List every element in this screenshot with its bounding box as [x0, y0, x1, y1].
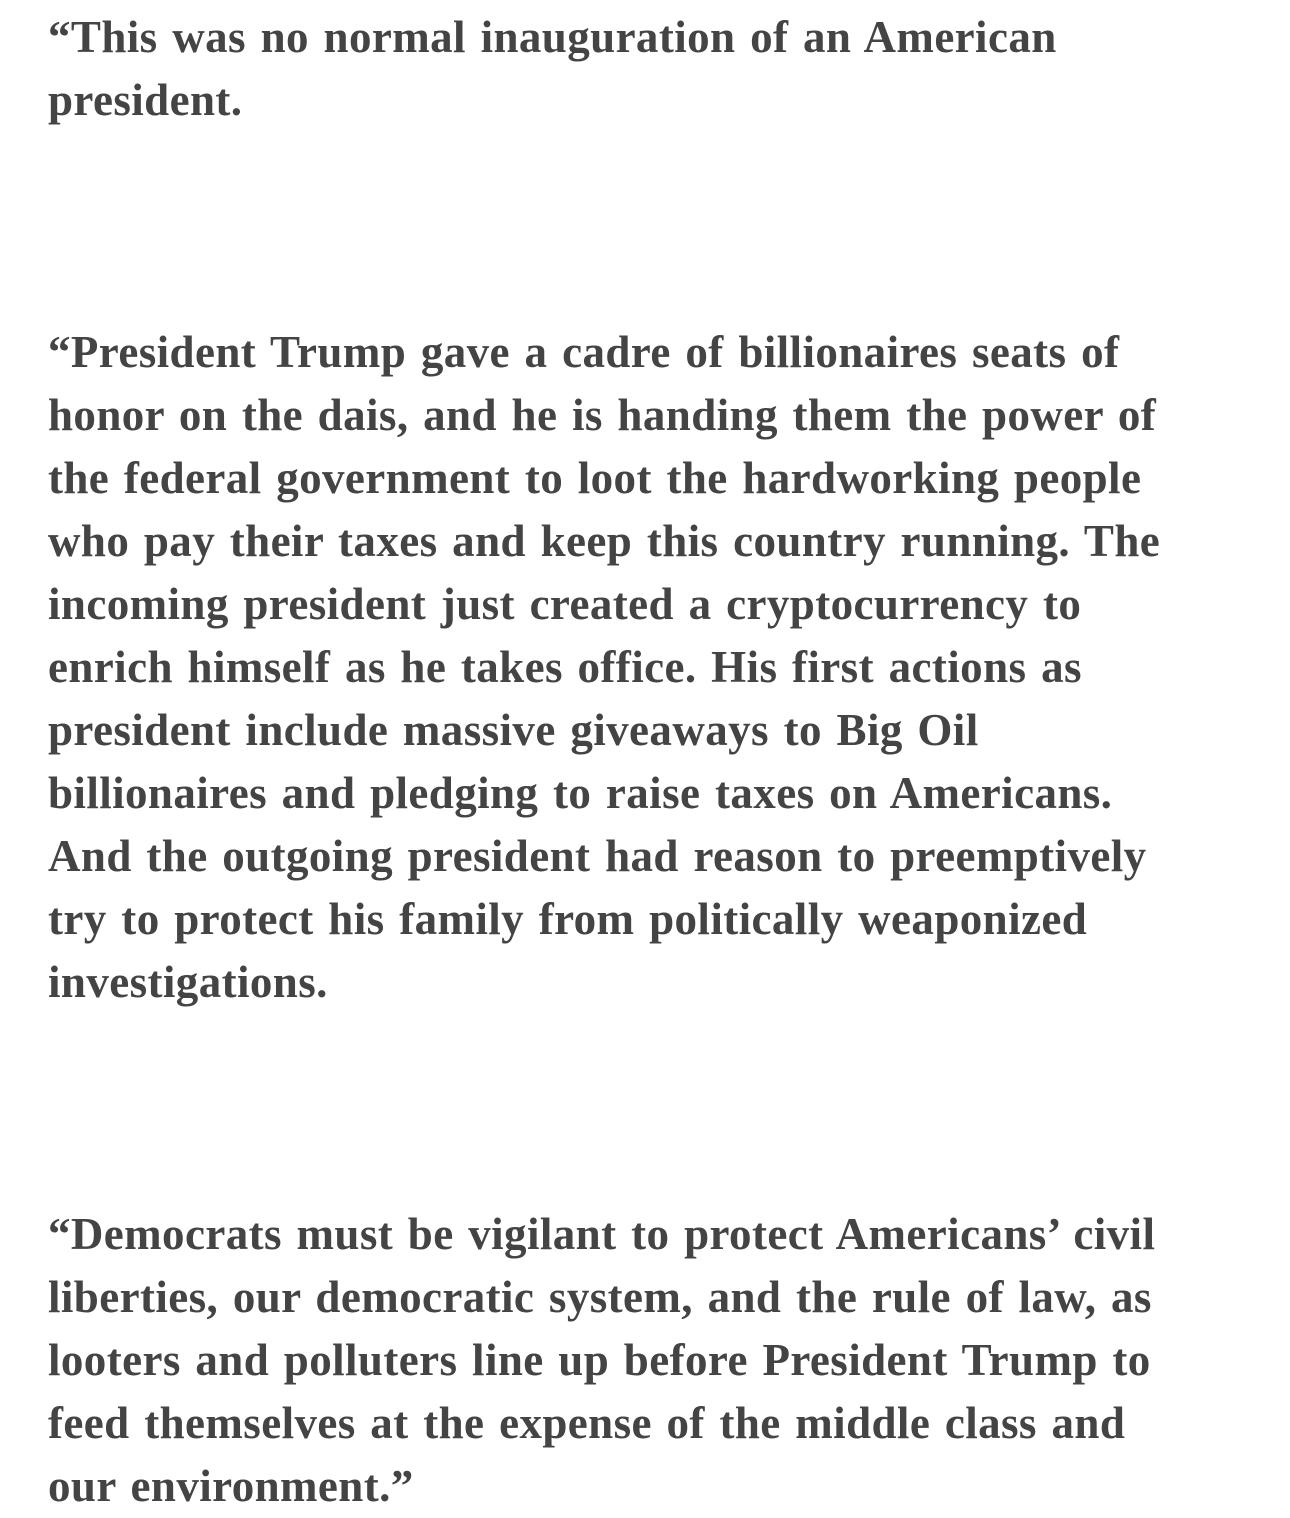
paragraph-inauguration: “This was no normal inauguration of an American president.: [48, 12, 1057, 125]
paragraph-democrats-vigilant: “Democrats must be vigilant to protect Americans’ civil liberties, our democratic system, and the rule of law, as looters and polluters line up before President Trump to feed themselves at the expense of the middle class and our environment.”: [48, 1209, 1156, 1511]
statement-document: [48, 6, 1270, 1518]
paragraph-billionaires: “President Trump gave a cadre of billionaires seats of honor on the dais, and he is handing them the power of the federal government to loot the hardworking people who pay their taxes and keep this country running. The incoming president just created a cryptocurrency to enrich himself as he takes office. His first actions as president include massive giveaways to Big Oil billionaires and pledging to raise taxes on Americans. And the outgoing president had reason to preemptively try to protect his family from politically weaponized investigations.: [48, 327, 1161, 1007]
